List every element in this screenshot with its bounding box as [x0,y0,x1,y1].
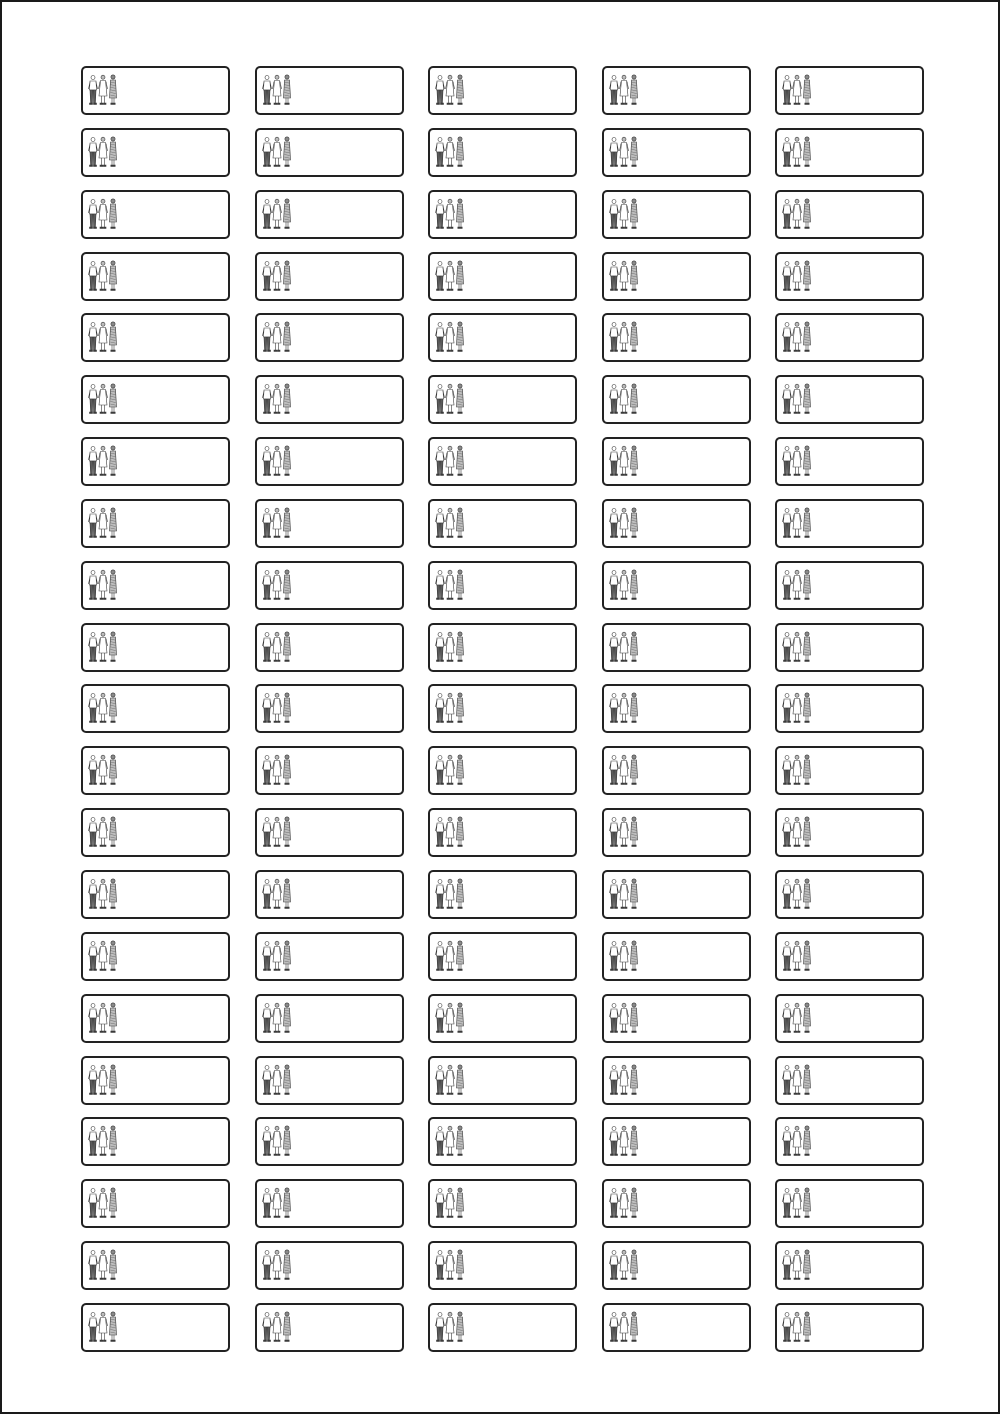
three-people-figures-icon [781,878,813,912]
three-people-figures-icon [781,445,813,479]
label-r4-c3 [428,252,577,301]
three-people-figures-icon [608,321,640,355]
label-r8-c4 [602,499,751,548]
three-people-figures-icon [87,383,119,417]
label-r12-c1 [81,746,230,795]
label-r2-c1 [81,128,230,177]
three-people-figures-icon [608,631,640,665]
three-people-figures-icon [608,445,640,479]
label-r14-c2 [255,870,404,919]
three-people-figures-icon [608,260,640,294]
label-r6-c3 [428,375,577,424]
label-r19-c2 [255,1179,404,1228]
label-r1-c3 [428,66,577,115]
label-r19-c4 [602,1179,751,1228]
label-r14-c5 [775,870,924,919]
three-people-figures-icon [434,692,466,726]
three-people-figures-icon [781,692,813,726]
label-r17-c2 [255,1056,404,1105]
three-people-figures-icon [434,1125,466,1159]
label-r17-c3 [428,1056,577,1105]
label-r4-c1 [81,252,230,301]
three-people-figures-icon [261,445,293,479]
three-people-figures-icon [781,816,813,850]
label-r12-c4 [602,746,751,795]
label-r20-c2 [255,1241,404,1290]
three-people-figures-icon [434,940,466,974]
label-r20-c5 [775,1241,924,1290]
label-r7-c4 [602,437,751,486]
label-r3-c1 [81,190,230,239]
label-r21-c2 [255,1303,404,1352]
three-people-figures-icon [87,940,119,974]
three-people-figures-icon [261,692,293,726]
label-r5-c5 [775,313,924,362]
three-people-figures-icon [781,1125,813,1159]
three-people-figures-icon [434,569,466,603]
label-r2-c5 [775,128,924,177]
three-people-figures-icon [261,816,293,850]
label-r9-c1 [81,561,230,610]
three-people-figures-icon [87,136,119,170]
three-people-figures-icon [608,1002,640,1036]
label-r3-c4 [602,190,751,239]
label-r7-c3 [428,437,577,486]
label-r5-c3 [428,313,577,362]
label-r14-c4 [602,870,751,919]
label-r15-c3 [428,932,577,981]
three-people-figures-icon [261,1125,293,1159]
three-people-figures-icon [608,1187,640,1221]
three-people-figures-icon [608,816,640,850]
label-r9-c2 [255,561,404,610]
three-people-figures-icon [87,1125,119,1159]
label-r1-c4 [602,66,751,115]
label-r18-c3 [428,1117,577,1166]
label-r12-c5 [775,746,924,795]
label-r10-c2 [255,623,404,672]
label-r11-c5 [775,684,924,733]
label-r2-c3 [428,128,577,177]
label-r21-c1 [81,1303,230,1352]
three-people-figures-icon [434,631,466,665]
label-r10-c5 [775,623,924,672]
three-people-figures-icon [608,1125,640,1159]
label-r13-c2 [255,808,404,857]
label-r21-c4 [602,1303,751,1352]
three-people-figures-icon [434,136,466,170]
three-people-figures-icon [608,940,640,974]
label-r10-c4 [602,623,751,672]
three-people-figures-icon [434,383,466,417]
three-people-figures-icon [781,569,813,603]
three-people-figures-icon [608,1249,640,1283]
label-r6-c2 [255,375,404,424]
label-r5-c4 [602,313,751,362]
label-r13-c1 [81,808,230,857]
three-people-figures-icon [87,692,119,726]
three-people-figures-icon [781,383,813,417]
label-r8-c5 [775,499,924,548]
label-r2-c2 [255,128,404,177]
three-people-figures-icon [87,1002,119,1036]
three-people-figures-icon [434,1064,466,1098]
three-people-figures-icon [261,878,293,912]
label-r20-c3 [428,1241,577,1290]
label-r17-c4 [602,1056,751,1105]
three-people-figures-icon [261,1064,293,1098]
label-r11-c2 [255,684,404,733]
label-r21-c5 [775,1303,924,1352]
label-r4-c4 [602,252,751,301]
three-people-figures-icon [434,1002,466,1036]
label-r16-c1 [81,994,230,1043]
three-people-figures-icon [87,1249,119,1283]
three-people-figures-icon [781,754,813,788]
three-people-figures-icon [261,383,293,417]
label-r10-c3 [428,623,577,672]
label-r20-c4 [602,1241,751,1290]
label-r15-c1 [81,932,230,981]
three-people-figures-icon [261,1002,293,1036]
three-people-figures-icon [261,1187,293,1221]
label-r8-c2 [255,499,404,548]
label-r9-c4 [602,561,751,610]
three-people-figures-icon [608,569,640,603]
three-people-figures-icon [261,631,293,665]
label-r17-c5 [775,1056,924,1105]
three-people-figures-icon [608,1311,640,1345]
three-people-figures-icon [261,754,293,788]
label-r2-c4 [602,128,751,177]
three-people-figures-icon [261,198,293,232]
label-r18-c1 [81,1117,230,1166]
three-people-figures-icon [434,321,466,355]
three-people-figures-icon [87,1064,119,1098]
three-people-figures-icon [781,198,813,232]
label-r5-c2 [255,313,404,362]
label-r8-c1 [81,499,230,548]
three-people-figures-icon [608,692,640,726]
label-r7-c5 [775,437,924,486]
three-people-figures-icon [87,816,119,850]
three-people-figures-icon [87,507,119,541]
label-r7-c1 [81,437,230,486]
three-people-figures-icon [87,260,119,294]
three-people-figures-icon [434,1187,466,1221]
three-people-figures-icon [608,1064,640,1098]
three-people-figures-icon [434,1249,466,1283]
label-r6-c1 [81,375,230,424]
label-r14-c1 [81,870,230,919]
label-grid [81,66,924,1352]
three-people-figures-icon [608,136,640,170]
label-r11-c4 [602,684,751,733]
three-people-figures-icon [434,754,466,788]
label-r9-c5 [775,561,924,610]
three-people-figures-icon [87,1311,119,1345]
three-people-figures-icon [781,1002,813,1036]
three-people-figures-icon [781,940,813,974]
three-people-figures-icon [87,445,119,479]
label-r3-c2 [255,190,404,239]
three-people-figures-icon [87,878,119,912]
three-people-figures-icon [608,74,640,108]
label-r3-c3 [428,190,577,239]
three-people-figures-icon [261,1311,293,1345]
label-r10-c1 [81,623,230,672]
three-people-figures-icon [781,1311,813,1345]
label-r9-c3 [428,561,577,610]
three-people-figures-icon [434,445,466,479]
label-r18-c5 [775,1117,924,1166]
label-r13-c3 [428,808,577,857]
label-r15-c4 [602,932,751,981]
label-r12-c3 [428,746,577,795]
label-r13-c5 [775,808,924,857]
three-people-figures-icon [781,260,813,294]
three-people-figures-icon [87,1187,119,1221]
label-r15-c2 [255,932,404,981]
label-r1-c2 [255,66,404,115]
label-r1-c1 [81,66,230,115]
label-r19-c1 [81,1179,230,1228]
label-r12-c2 [255,746,404,795]
three-people-figures-icon [87,321,119,355]
label-r5-c1 [81,313,230,362]
label-r3-c5 [775,190,924,239]
three-people-figures-icon [87,569,119,603]
three-people-figures-icon [87,74,119,108]
three-people-figures-icon [261,136,293,170]
three-people-figures-icon [261,940,293,974]
three-people-figures-icon [87,754,119,788]
three-people-figures-icon [608,198,640,232]
three-people-figures-icon [434,878,466,912]
label-r11-c3 [428,684,577,733]
label-r19-c5 [775,1179,924,1228]
label-r14-c3 [428,870,577,919]
three-people-figures-icon [781,136,813,170]
three-people-figures-icon [261,1249,293,1283]
label-r6-c4 [602,375,751,424]
three-people-figures-icon [434,507,466,541]
three-people-figures-icon [261,74,293,108]
label-r17-c1 [81,1056,230,1105]
label-r13-c4 [602,808,751,857]
label-r1-c5 [775,66,924,115]
three-people-figures-icon [434,1311,466,1345]
three-people-figures-icon [781,1064,813,1098]
label-r19-c3 [428,1179,577,1228]
three-people-figures-icon [608,507,640,541]
three-people-figures-icon [781,507,813,541]
label-r16-c4 [602,994,751,1043]
label-r11-c1 [81,684,230,733]
label-r16-c5 [775,994,924,1043]
three-people-figures-icon [87,198,119,232]
label-r4-c5 [775,252,924,301]
three-people-figures-icon [608,878,640,912]
label-r21-c3 [428,1303,577,1352]
three-people-figures-icon [261,569,293,603]
three-people-figures-icon [781,74,813,108]
label-r6-c5 [775,375,924,424]
three-people-figures-icon [261,321,293,355]
three-people-figures-icon [781,631,813,665]
three-people-figures-icon [434,260,466,294]
three-people-figures-icon [608,754,640,788]
three-people-figures-icon [434,74,466,108]
label-r7-c2 [255,437,404,486]
label-r18-c2 [255,1117,404,1166]
label-r16-c3 [428,994,577,1043]
three-people-figures-icon [781,321,813,355]
label-r8-c3 [428,499,577,548]
label-r16-c2 [255,994,404,1043]
label-r4-c2 [255,252,404,301]
three-people-figures-icon [781,1187,813,1221]
three-people-figures-icon [434,198,466,232]
label-r18-c4 [602,1117,751,1166]
three-people-figures-icon [87,631,119,665]
three-people-figures-icon [608,383,640,417]
label-r20-c1 [81,1241,230,1290]
three-people-figures-icon [261,260,293,294]
three-people-figures-icon [781,1249,813,1283]
label-r15-c5 [775,932,924,981]
three-people-figures-icon [434,816,466,850]
three-people-figures-icon [261,507,293,541]
